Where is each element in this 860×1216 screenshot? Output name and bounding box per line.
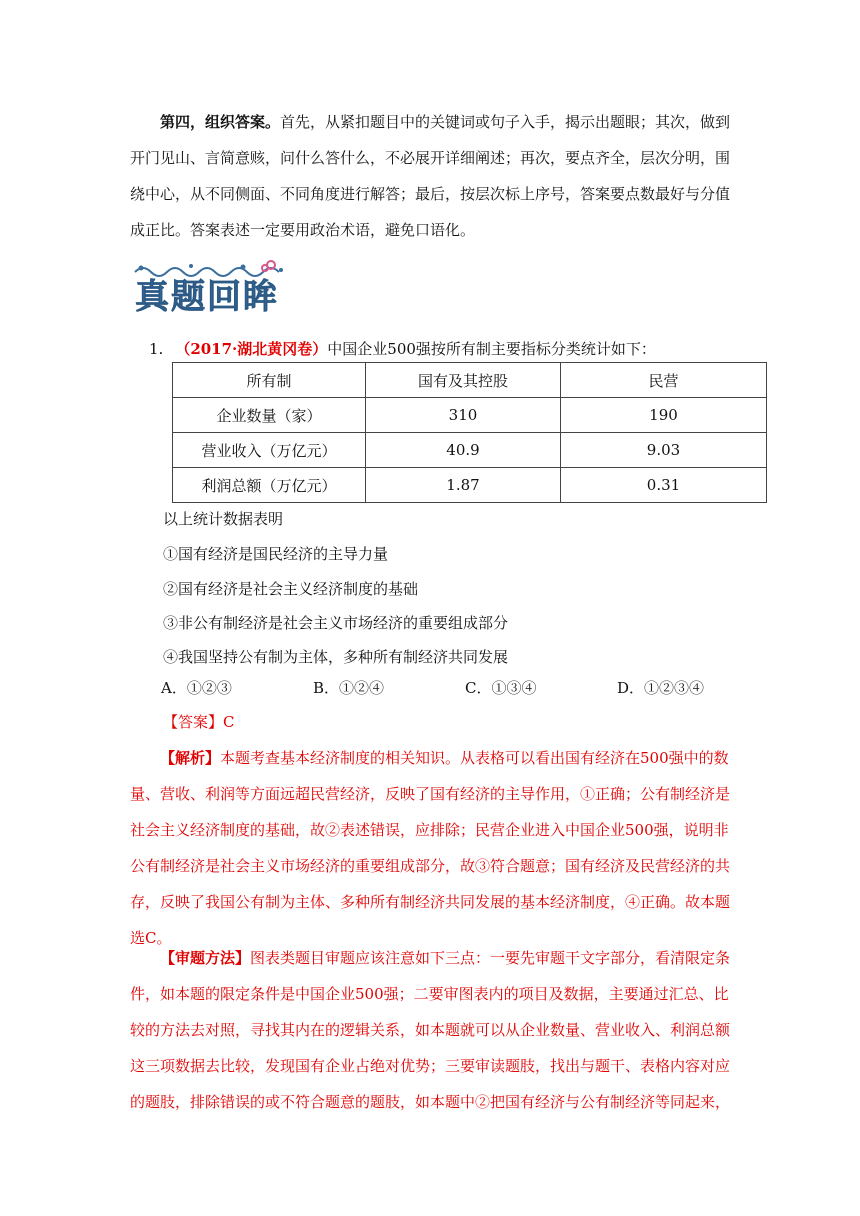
- statistics-table: [172, 362, 767, 503]
- table-cell: 0.31: [561, 468, 767, 503]
- statement-2: ②国有经济是社会主义经济制度的基础: [163, 580, 419, 598]
- intro-lead: 第四，组织答案。: [160, 113, 281, 131]
- analysis-text: 本题考查基本经济制度的相关知识。从表格可以看出国有经济在500强中的数量、营收、利润等方面远超民营经济，反映了国有经济的主导作用，①正确；公有制经济是社会主义经济制度的基础，故②表述错误，应排除；民营企业进入中国企业500强，说明非公有制经济是社会主义市场经济的重要组成部分，故③符合题意；国有经济及民营经济的共存，反映了我国公有制为主体、多种所有制经济共同发展的基本经济制度，④正确。故本题选C。: [130, 749, 731, 947]
- statement-1: ①国有经济是国民经济的主导力量: [163, 545, 389, 563]
- option-d: D．①②③④: [617, 679, 705, 697]
- option-b: B．①②④: [313, 679, 385, 697]
- table-cell: 9.03: [561, 433, 767, 468]
- answer-value: C: [223, 713, 235, 731]
- section-title-image: [131, 258, 301, 318]
- after-table-text: 以上统计数据表明: [163, 510, 284, 528]
- table-row: [173, 468, 767, 503]
- table-header-row: [173, 363, 767, 398]
- intro-paragraph: [130, 104, 738, 248]
- analysis-label: 【解析】: [160, 749, 221, 767]
- table-cell: 营业收入（万亿元）: [173, 433, 366, 468]
- question-line: [149, 338, 656, 360]
- statement-3: ③非公有制经济是社会主义市场经济的重要组成部分: [163, 614, 509, 632]
- table-cell: 190: [561, 398, 767, 433]
- table-header-cell: 民营: [561, 363, 767, 398]
- section-title-graphic: [131, 258, 301, 318]
- answer-label: 【答案】: [163, 713, 224, 731]
- answer-line: [163, 711, 235, 733]
- intro-text: 首先，从紧扣题目中的关键词或句子入手，揭示出题眼；其次，做到开门见山、言简意赅，问什么答什么，不必展开详细阐述；再次，要点齐全，层次分明，围绕中心，从不同侧面、不同角度进行解答；最后，按层次标上序号，答案要点数最好与分值成正比。答案表述一定要用政治术语，避免口语化。: [130, 113, 731, 239]
- table-cell: 企业数量（家）: [173, 398, 366, 433]
- question-source: （2017·湖北黄冈卷）: [175, 340, 328, 358]
- section-title-text: 真题回眸: [135, 277, 279, 317]
- method-label: 【审题方法】: [160, 949, 251, 967]
- table-row: [173, 398, 767, 433]
- table-header-cell: 所有制: [173, 363, 366, 398]
- table-cell: 40.9: [366, 433, 561, 468]
- table-row: [173, 433, 767, 468]
- table-cell: 利润总额（万亿元）: [173, 468, 366, 503]
- question-stem: 中国企业500强按所有制主要指标分类统计如下：: [327, 340, 656, 358]
- method-paragraph: [130, 940, 738, 1120]
- table-header-cell: 国有及其控股: [366, 363, 561, 398]
- option-c: C．①③④: [465, 679, 537, 697]
- table-cell: 1.87: [366, 468, 561, 503]
- statement-4: ④我国坚持公有制为主体，多种所有制经济共同发展: [163, 648, 509, 666]
- analysis-paragraph: [130, 740, 738, 956]
- question-number: 1.: [149, 340, 164, 358]
- method-text: 图表类题目审题应该注意如下三点：一要先审题干文字部分，看清限定条件，如本题的限定条件是中国企业500强；二要审图表内的项目及数据，主要通过汇总、比较的方法去对照，寻找其内在的逻辑关系，如本题就可以从企业数量、营业收入、利润总额这三项数据去比较，发现国有企业占绝对优势；三要审读题肢，找出与题干、表格内容对应的题肢，排除错误的或不符合题意的题肢，如本题中②把国有经济与公有制经济等同起来，: [130, 949, 731, 1111]
- option-a: A．①②③: [161, 679, 232, 697]
- table-cell: 310: [366, 398, 561, 433]
